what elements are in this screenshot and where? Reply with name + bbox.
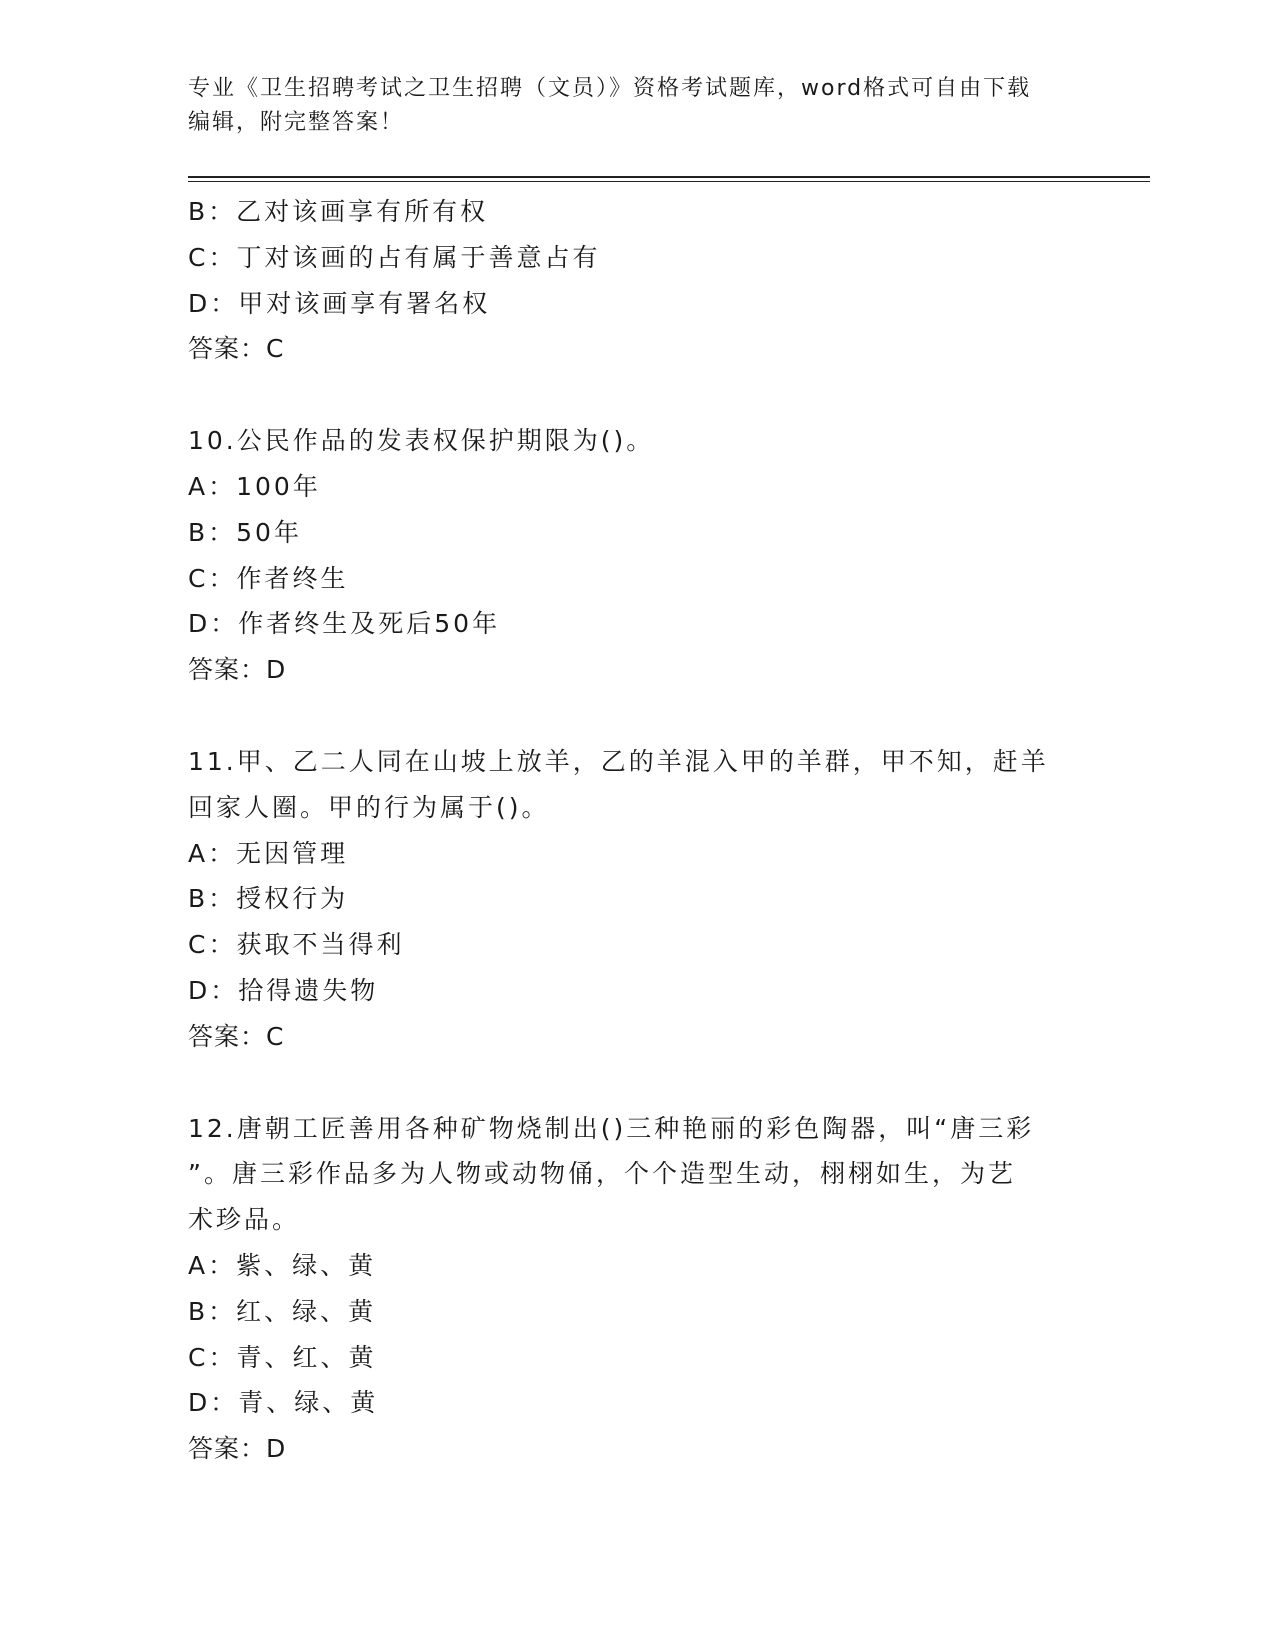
option-c: C：作者终生 [188, 563, 349, 593]
answer-line: 答案：D [188, 655, 287, 685]
carryover-question [188, 189, 1088, 372]
option-a: A：100年 [188, 471, 321, 501]
option-c: C：获取不当得利 [188, 930, 405, 960]
spacer [188, 693, 1088, 739]
header-line-2: 编辑，附完整答案！ [188, 110, 405, 135]
option-d: D：作者终生及死后50年 [188, 609, 501, 639]
option-d: D：甲对该画享有署名权 [188, 288, 491, 318]
option-d: D：青、绿、黄 [188, 1388, 379, 1418]
answer-line: 答案：C [188, 334, 285, 364]
option-b: B：乙对该画享有所有权 [188, 197, 489, 226]
question-11 [188, 739, 1088, 1060]
question-10 [188, 418, 1088, 693]
question-text: 11.甲、乙二人同在山坡上放羊，乙的羊混入甲的羊群，甲不知，赶羊 [188, 746, 1049, 776]
answer-line: 答案：C [188, 1021, 285, 1051]
question-text-continued: 回家人圈。甲的行为属于()。 [188, 792, 550, 822]
question-text: 12.唐朝工匠善用各种矿物烧制出()三种艳丽的彩色陶器，叫“唐三彩 [188, 1113, 1035, 1143]
option-a: A：紫、绿、黄 [188, 1250, 377, 1280]
option-c: C：丁对该画的占有属于善意占有 [188, 242, 601, 272]
document-header [188, 72, 1088, 140]
option-b: B：授权行为 [188, 884, 349, 914]
question-text-continued: ”。唐三彩作品多为人物或动物俑，个个造型生动，栩栩如生，为艺 [188, 1159, 1016, 1189]
option-b: B：50年 [188, 517, 302, 547]
spacer [188, 372, 1088, 418]
option-c: C：青、红、黄 [188, 1342, 377, 1372]
option-b: B：红、绿、黄 [188, 1296, 377, 1326]
question-text-continued: 术珍品。 [188, 1205, 301, 1235]
header-line-1: 专业《卫生招聘考试之卫生招聘（文员）》资格考试题库，word格式可自由下载 [188, 76, 1032, 101]
question-list [188, 189, 1088, 1472]
option-d: D：拾得遗失物 [188, 975, 379, 1005]
option-a: A：无因管理 [188, 838, 349, 868]
spacer [188, 1060, 1088, 1106]
question-12 [188, 1106, 1088, 1472]
header-divider [188, 176, 1150, 182]
answer-line: 答案：D [188, 1434, 287, 1464]
question-text: 10.公民作品的发表权保护期限为()。 [188, 426, 655, 456]
